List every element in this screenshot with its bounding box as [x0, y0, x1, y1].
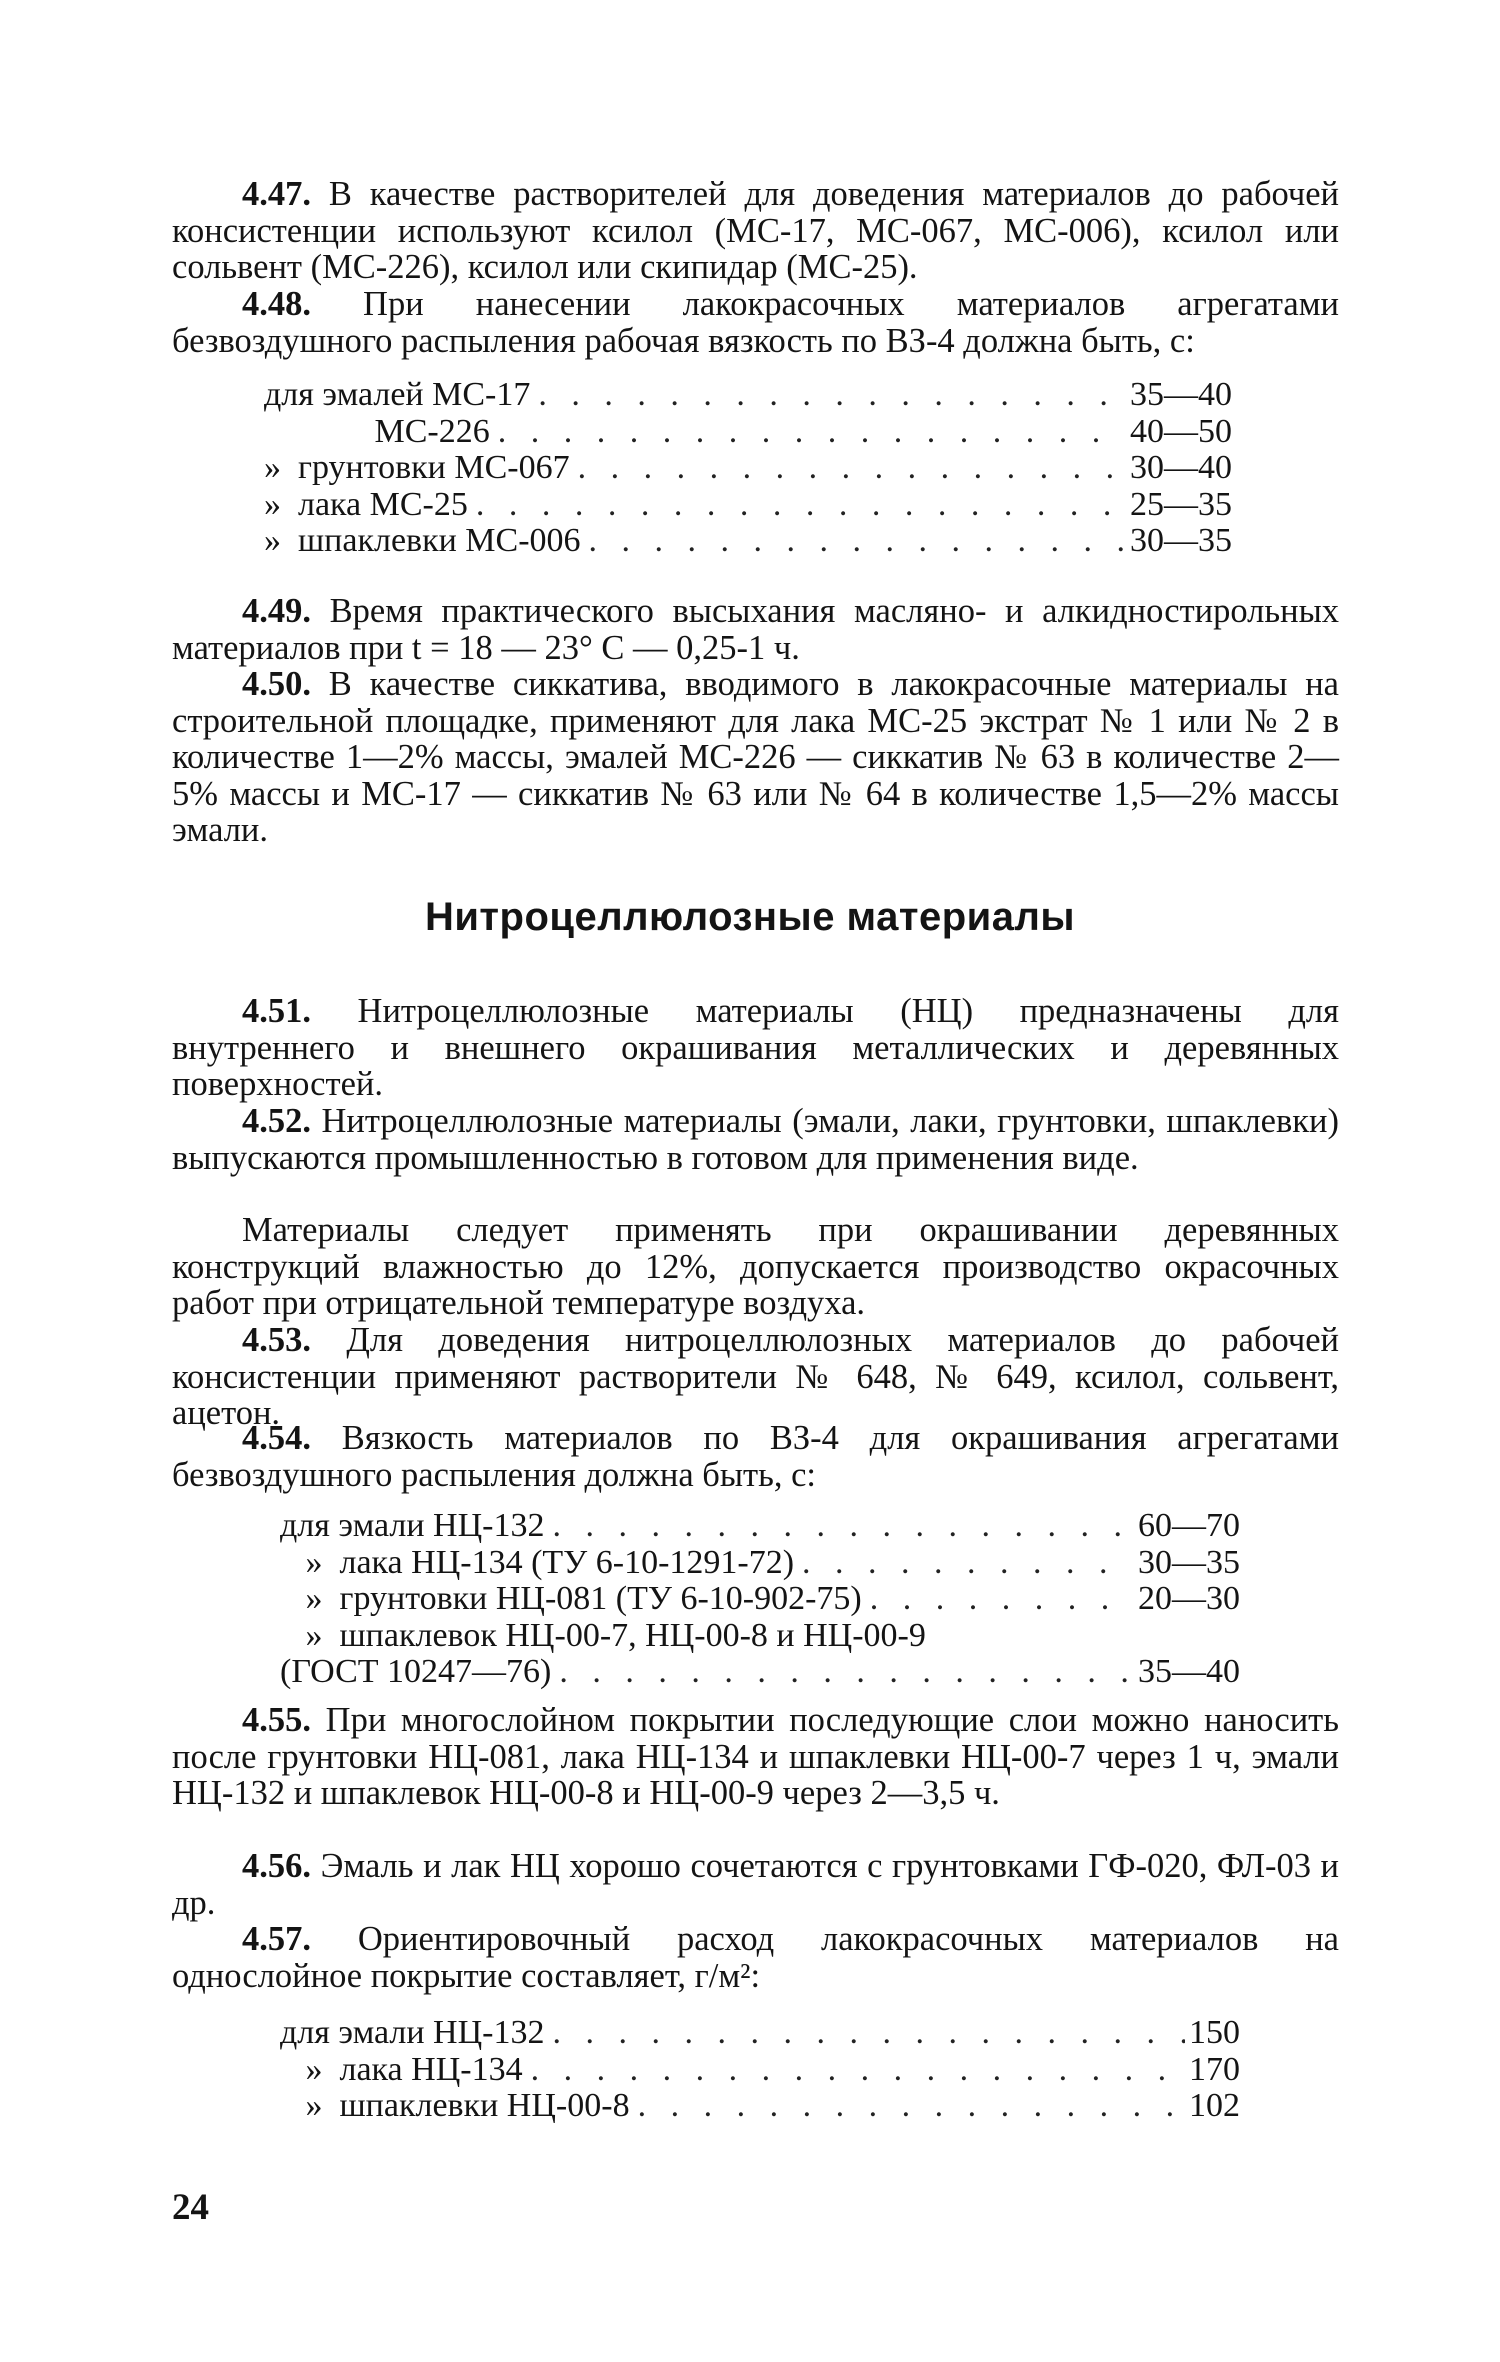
list-item	[280, 1508, 1240, 1545]
paragraph-text: При многослойном покрытии последующие слои можно наносить после грунтовки НЦ-081, лака НЦ-134 и шпаклевки НЦ-00-7 через 1 ч, эмали НЦ-132 и шпаклевок НЦ-00-8 и НЦ-00-9 через 2—3,5 ч.	[172, 1701, 1339, 1812]
paragraph-4-49	[172, 593, 1339, 666]
paragraph-text: Нитроцеллюлозные материалы (эмали, лаки, грунтовки, шпаклевки) выпускаются промышленностью в готовом для применения виде.	[172, 1102, 1339, 1177]
paragraph-4-53	[172, 1322, 1339, 1432]
paragraph-number: 4.51.	[242, 992, 311, 1030]
viscosity-list-ms	[264, 377, 1232, 560]
paragraph-4-52-continued	[172, 1212, 1339, 1322]
list-item	[280, 2052, 1240, 2089]
item-value: 150	[1189, 2014, 1240, 2051]
section-title: Нитроцеллюлозные материалы	[424, 895, 1076, 939]
list-item	[280, 2015, 1240, 2052]
paragraph-4-48	[172, 286, 1339, 359]
leader-dots	[490, 414, 1126, 451]
item-value: 30—35	[1138, 1543, 1240, 1581]
list-item	[264, 523, 1232, 560]
leader-dots	[551, 1654, 1134, 1691]
list-item	[264, 414, 1232, 451]
leader-dots	[530, 377, 1126, 414]
item-name: для эмалей МС-17	[264, 376, 531, 413]
paragraph-4-52	[172, 1103, 1339, 1176]
item-value	[926, 1618, 930, 1655]
paragraph-4-57	[172, 1921, 1339, 1994]
paragraph-number: 4.52.	[242, 1102, 311, 1140]
item-name: » лака НЦ-134	[280, 2050, 523, 2088]
paragraph-4-51	[172, 993, 1339, 1103]
item-name: » шпаклевок НЦ-00-7, НЦ-00-8 и НЦ-00-9	[280, 1616, 926, 1654]
paragraph-number: 4.56.	[242, 1847, 311, 1885]
paragraph-number: 4.54.	[242, 1419, 311, 1457]
list-item	[264, 377, 1232, 414]
paragraph-text: При нанесении лакокрасочных материалов агрегатами безвоздушного распыления рабочая вязкость по ВЗ-4 должна быть, с:	[172, 285, 1339, 360]
paragraph-text: Время практического высыхания масляно- и алкидностирольных материалов при t = 18 — 23° С — 0,25-1 ч.	[172, 592, 1339, 667]
paragraph-number: 4.55.	[242, 1701, 311, 1739]
paragraph-number: 4.57.	[242, 1920, 311, 1958]
paragraph-4-54	[172, 1420, 1339, 1493]
page-number: 24	[172, 2187, 209, 2228]
item-value: 30—35	[1130, 522, 1232, 559]
item-value: 40—50	[1130, 412, 1232, 450]
paragraph-text: Нитроцеллюлозные материалы (НЦ) предназначены для внутреннего и внешнего окрашивания металлических и деревянных поверхностей.	[172, 992, 1339, 1103]
paragraph-text: Материалы следует применять при окрашивании деревянных конструкций влажностью до 12%, допускается производство окрасочных работ при отрицательной температуре воздуха.	[172, 1211, 1339, 1322]
item-value: 25—35	[1130, 485, 1232, 523]
list-item	[280, 1654, 1240, 1691]
list-item	[264, 487, 1232, 524]
paragraph-number: 4.48.	[242, 285, 311, 323]
leader-dots	[862, 1581, 1134, 1618]
item-value: 60—70	[1138, 1507, 1240, 1544]
list-item	[280, 2088, 1240, 2125]
item-name: для эмали НЦ-132	[280, 1507, 545, 1544]
paragraph-number: 4.53.	[242, 1321, 311, 1359]
paragraph-text: В качестве растворителей для доведения материалов до рабочей консистенции используют ксилол (МС-17, МС-067, МС-006), ксилол или сольвент (МС-226), ксилол или скипидар (МС-25).	[172, 175, 1339, 286]
paragraph-4-50	[172, 666, 1339, 849]
list-item	[280, 1618, 1240, 1655]
item-value: 30—40	[1130, 449, 1232, 486]
leader-dots	[523, 2052, 1185, 2089]
leader-dots	[581, 523, 1126, 560]
paragraph-number: 4.49.	[242, 592, 311, 630]
leader-dots	[570, 450, 1126, 487]
paragraph-text: В качестве сиккатива, вводимого в лакокрасочные материалы на строительной площадке, применяют для лака МС-25 экстрат № 1 или № 2 в количестве 1—2% массы, эмалей МС-226 — сиккатив № 63 в количестве 2—5% массы и МС-17 — сиккатив № 63 или № 64 в количестве 1,5—2% массы эмали.	[172, 665, 1339, 849]
list-item	[280, 1581, 1240, 1618]
item-name: » лака МС-25	[264, 485, 468, 523]
item-name: » лака НЦ-134 (ТУ 6-10-1291-72)	[280, 1543, 795, 1581]
item-name: » грунтовки НЦ-081 (ТУ 6-10-902-75)	[280, 1580, 862, 1617]
item-name: » шпаклевки МС-006	[264, 522, 581, 559]
paragraph-number: 4.50.	[242, 665, 311, 703]
paragraph-text: Для доведения нитроцеллюлозных материалов до рабочей консистенции применяют растворители № 648, № 649, ксилол, сольвент, ацетон.	[172, 1321, 1339, 1432]
item-name: для эмали НЦ-132	[280, 2014, 545, 2051]
list-item	[264, 450, 1232, 487]
item-value: 102	[1189, 2087, 1240, 2124]
leader-dots	[794, 1545, 1134, 1582]
viscosity-list-nc	[280, 1508, 1240, 1691]
consumption-list	[280, 2015, 1240, 2125]
item-value: 35—40	[1138, 1653, 1240, 1690]
item-name: » грунтовки МС-067	[264, 449, 570, 486]
item-value: 35—40	[1130, 376, 1232, 413]
paragraph-number: 4.47.	[242, 175, 311, 213]
leader-dots	[468, 487, 1126, 524]
item-name: (ГОСТ 10247—76)	[280, 1653, 552, 1690]
item-name: » шпаклевки НЦ-00-8	[280, 2087, 630, 2124]
leader-dots	[544, 2015, 1185, 2052]
list-item	[280, 1545, 1240, 1582]
paragraph-text: Вязкость материалов по ВЗ-4 для окрашивания агрегатами безвоздушного распыления должна быть, с:	[172, 1419, 1339, 1494]
leader-dots	[630, 2088, 1185, 2125]
paragraph-4-47	[172, 176, 1339, 286]
paragraph-text: Эмаль и лак НЦ хорошо сочетаются с грунтовками ГФ-020, ФЛ-03 и др.	[172, 1847, 1339, 1922]
item-value: 20—30	[1138, 1580, 1240, 1617]
item-name: МС-226	[264, 412, 490, 450]
leader-dots	[544, 1508, 1134, 1545]
item-value: 170	[1189, 2050, 1240, 2088]
paragraph-text: Ориентировочный расход лакокрасочных материалов на однослойное покрытие составляет, г/м²:	[172, 1920, 1339, 1995]
paragraph-4-56	[172, 1848, 1339, 1921]
paragraph-4-55	[172, 1702, 1339, 1812]
